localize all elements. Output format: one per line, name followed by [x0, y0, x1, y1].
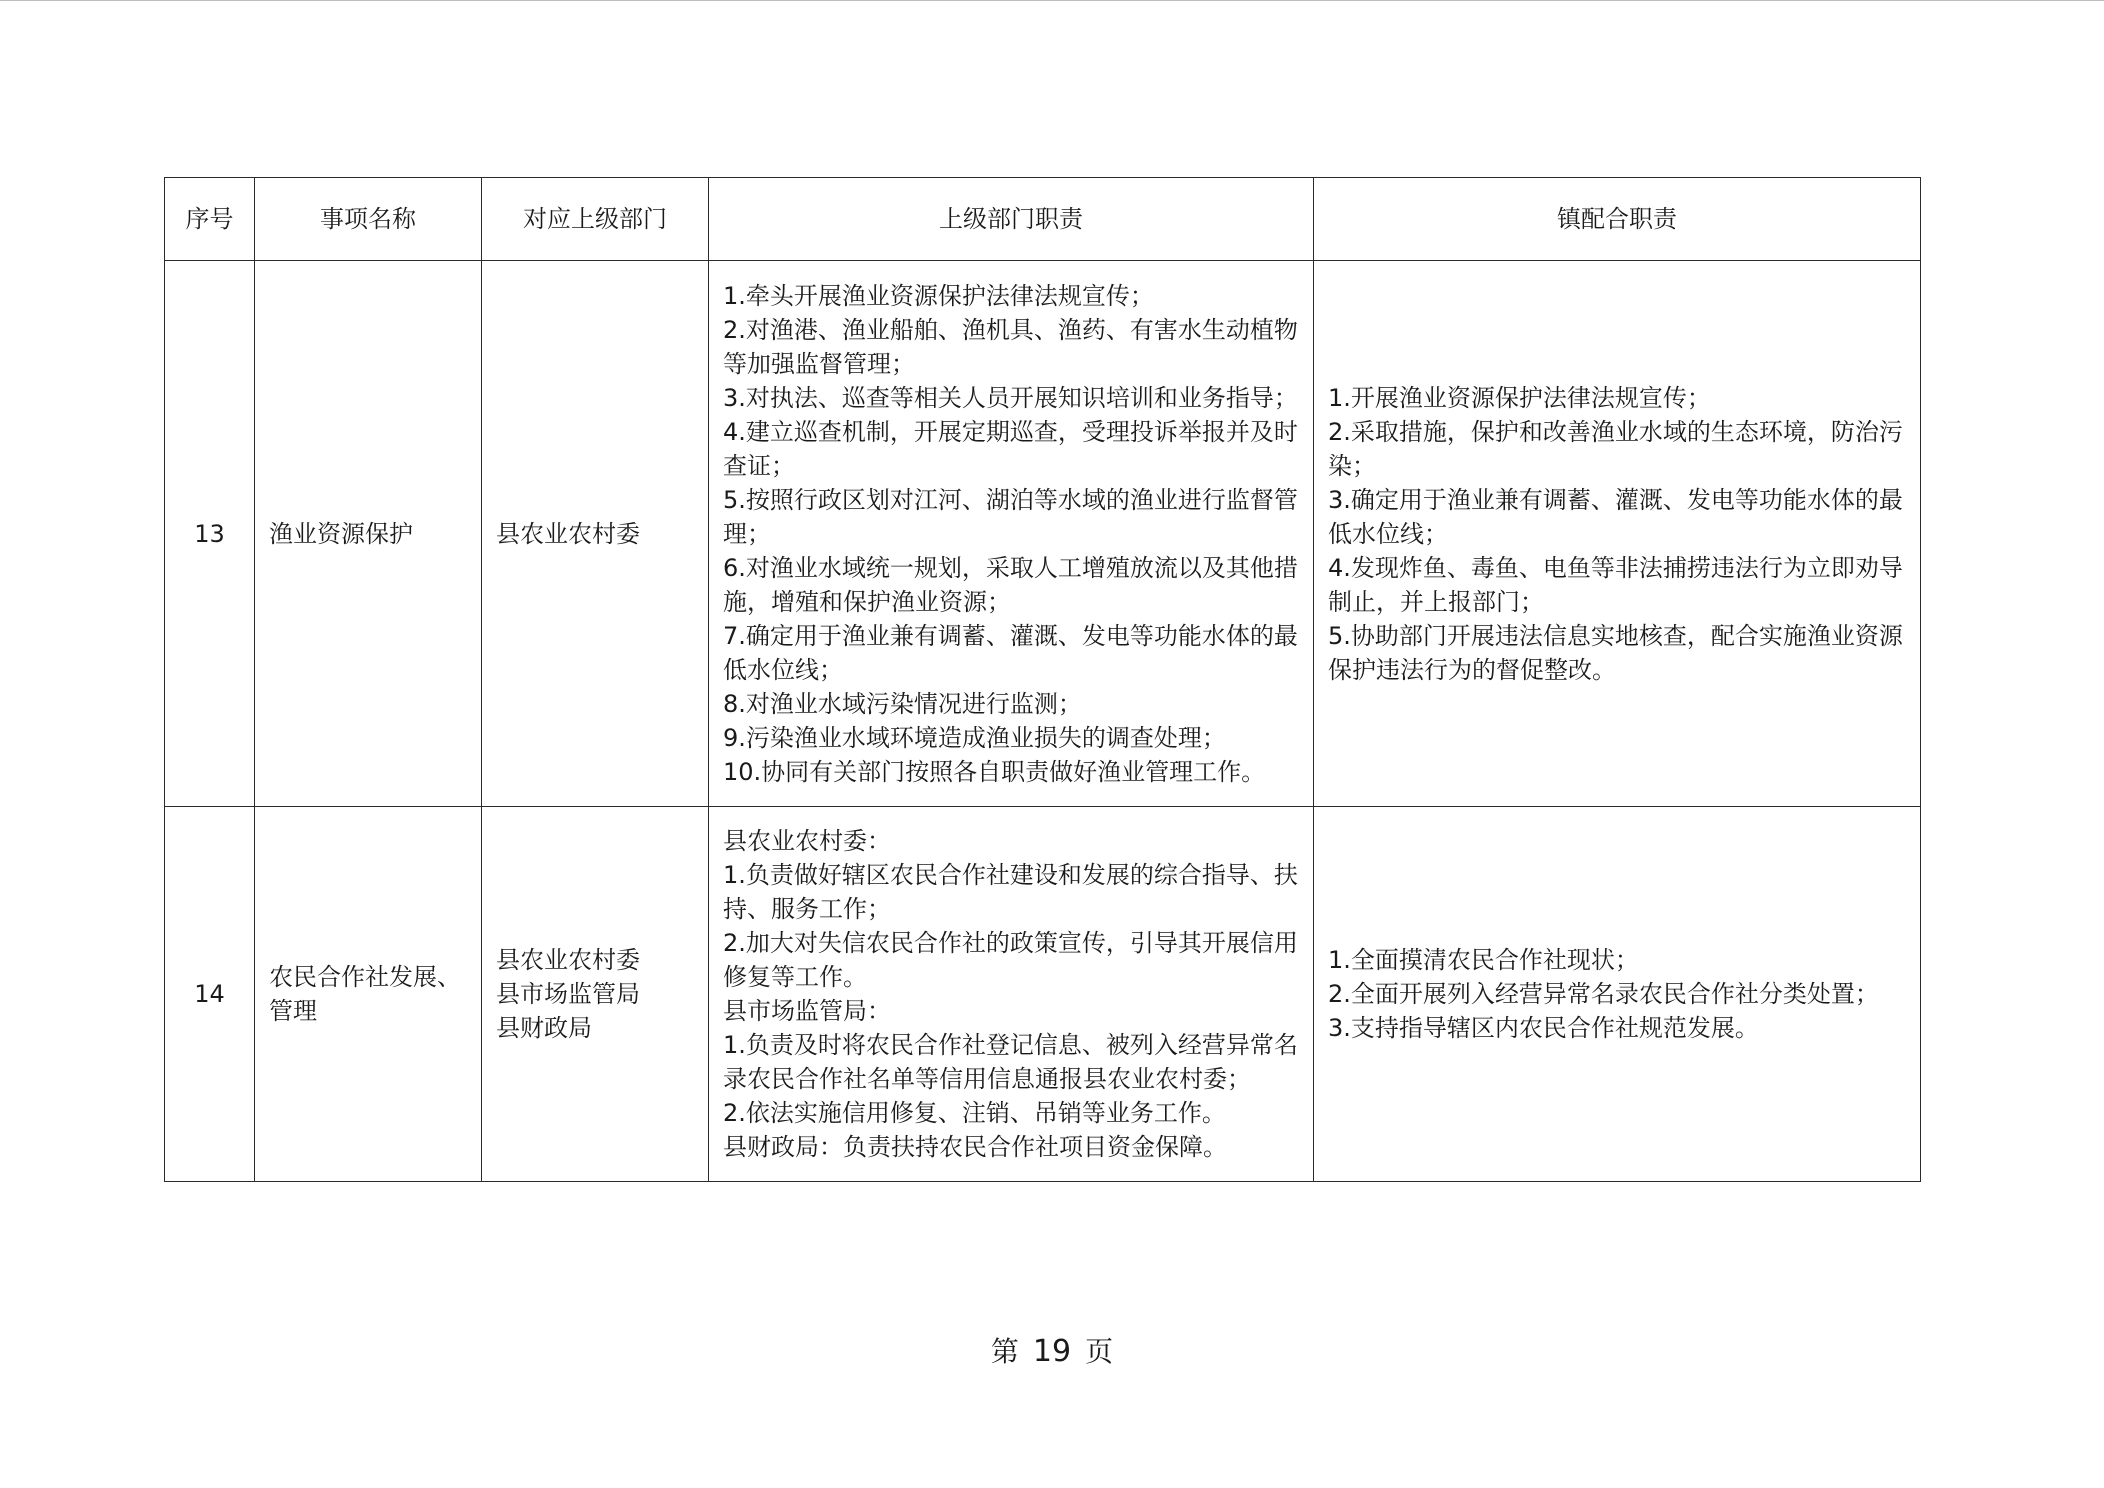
duty-line: 9.污染渔业水域环境造成渔业损失的调查处理；	[723, 723, 1226, 752]
row-town-duty	[1314, 261, 1921, 807]
duty-line: 1.负责及时将农民合作社登记信息、被列入经营异常名录农民合作社名单等信用信息通报县农业农村委；	[723, 1031, 1298, 1093]
dept-line: 县农业农村委	[496, 519, 640, 548]
duty-line: 1.负责做好辖区农民合作社建设和发展的综合指导、扶持、服务工作；	[723, 861, 1298, 923]
town-duty-line: 1.全面摸清农民合作社现状；	[1328, 946, 1639, 974]
town-duty-line: 5.协助部门开展违法信息实地核查，配合实施渔业资源保护违法行为的督促整改。	[1328, 621, 1903, 684]
dept-line: 县市场监管局	[496, 980, 640, 1008]
row-superior-duty	[709, 807, 1314, 1182]
dept-line: 县农业农村委	[496, 946, 640, 974]
duty-line: 10.协同有关部门按照各自职责做好渔业管理工作。	[723, 757, 1266, 786]
row-item-name: 渔业资源保护	[255, 261, 482, 807]
header-name: 事项名称	[255, 178, 482, 261]
duty-line: 4.建立巡查机制，开展定期巡查，受理投诉举报并及时查证；	[723, 417, 1298, 480]
duty-line: 2.对渔港、渔业船舶、渔机具、渔药、有害水生动植物等加强监督管理；	[723, 315, 1298, 378]
duty-line: 8.对渔业水域污染情况进行监测；	[723, 689, 1082, 718]
page-top-rule	[0, 0, 2104, 1]
table-header-row	[165, 178, 1921, 261]
header-superior-duty: 上级部门职责	[709, 178, 1314, 261]
header-town-duty: 镇配合职责	[1314, 178, 1921, 261]
table-row	[165, 261, 1921, 807]
town-duty-line: 2.采取措施，保护和改善渔业水域的生态环境，防治污染；	[1328, 417, 1903, 480]
table-row	[165, 807, 1921, 1182]
row-seq: 13	[165, 261, 255, 807]
duty-line: 7.确定用于渔业兼有调蓄、灌溉、发电等功能水体的最低水位线；	[723, 621, 1298, 684]
town-duty-line: 3.支持指导辖区内农民合作社规范发展。	[1328, 1014, 1759, 1042]
dept-line: 县财政局	[496, 1014, 592, 1042]
town-duty-line: 4.发现炸鱼、毒鱼、电鱼等非法捕捞违法行为立即劝导制止，并上报部门；	[1328, 553, 1903, 616]
header-dept: 对应上级部门	[482, 178, 709, 261]
duty-line: 县市场监管局：	[723, 997, 891, 1025]
row-item-name: 农民合作社发展、管理	[255, 807, 482, 1182]
row-seq: 14	[165, 807, 255, 1182]
page-prefix: 第	[990, 1335, 1019, 1368]
duty-line: 6.对渔业水域统一规划，采取人工增殖放流以及其他措施，增殖和保护渔业资源；	[723, 553, 1298, 616]
row-town-duty	[1314, 807, 1921, 1182]
town-duty-line: 1.开展渔业资源保护法律法规宣传；	[1328, 383, 1711, 412]
duty-line: 3.对执法、巡查等相关人员开展知识培训和业务指导；	[723, 383, 1298, 412]
page-suffix: 页	[1085, 1335, 1114, 1368]
town-duty-line: 2.全面开展列入经营异常名录农民合作社分类处置；	[1328, 980, 1879, 1008]
row-dept	[482, 807, 709, 1182]
page-footer	[0, 1332, 2104, 1372]
duty-line: 2.加大对失信农民合作社的政策宣传，引导其开展信用修复等工作。	[723, 929, 1298, 991]
duty-line: 县财政局：负责扶持农民合作社项目资金保障。	[723, 1133, 1227, 1161]
header-seq: 序号	[165, 178, 255, 261]
page-number: 19	[1032, 1334, 1072, 1369]
duty-table	[164, 177, 1921, 1182]
row-dept	[482, 261, 709, 807]
duty-line: 1.牵头开展渔业资源保护法律法规宣传；	[723, 281, 1154, 310]
row-superior-duty	[709, 261, 1314, 807]
duty-line: 5.按照行政区划对江河、湖泊等水域的渔业进行监督管理；	[723, 485, 1298, 548]
duty-line: 2.依法实施信用修复、注销、吊销等业务工作。	[723, 1099, 1226, 1127]
town-duty-line: 3.确定用于渔业兼有调蓄、灌溉、发电等功能水体的最低水位线；	[1328, 485, 1903, 548]
duty-line: 县农业农村委：	[723, 827, 891, 855]
